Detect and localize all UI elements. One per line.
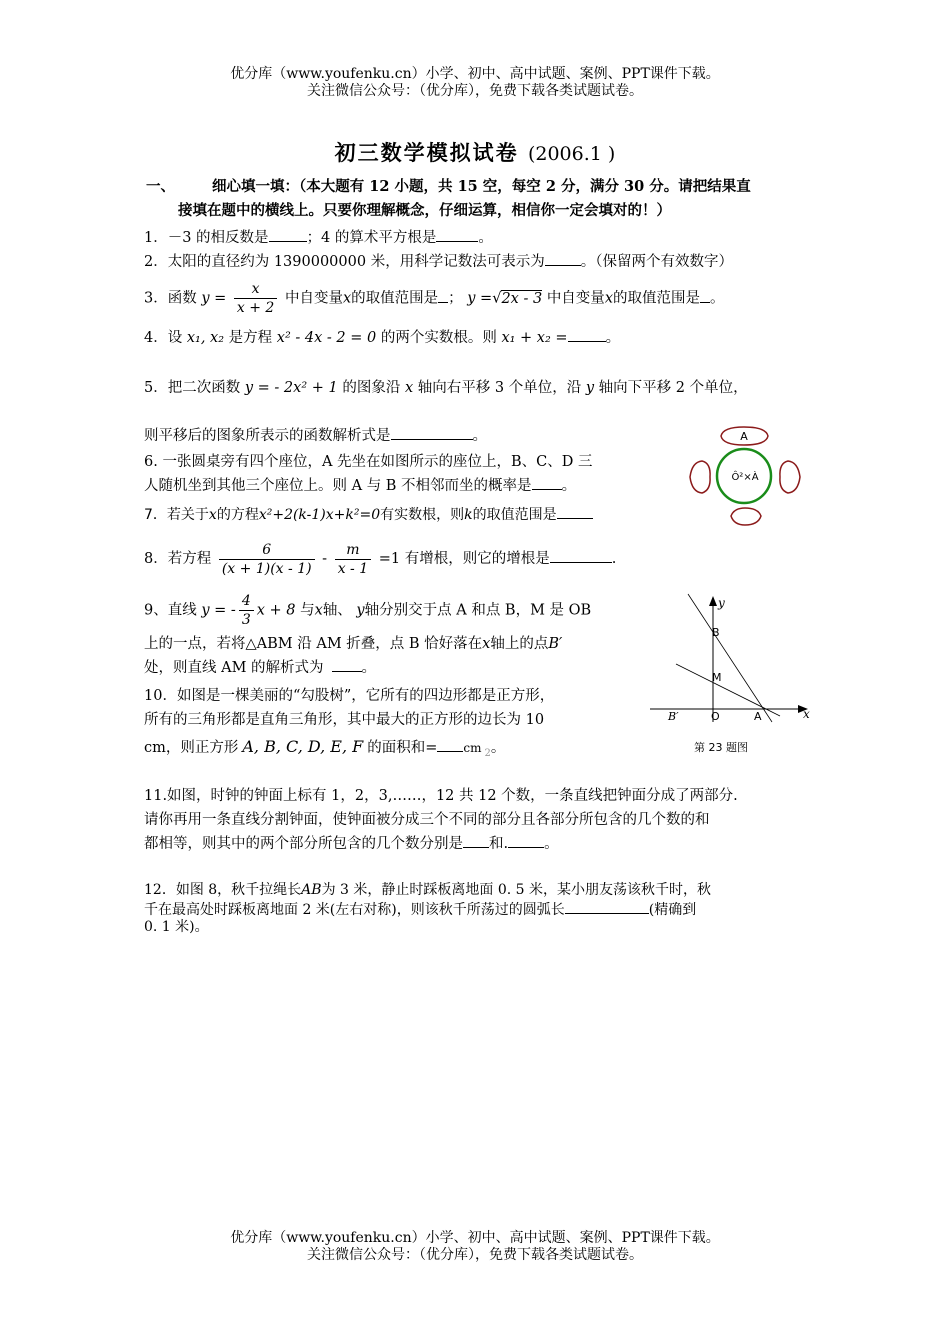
graph-bprime-label: B′ bbox=[668, 710, 679, 723]
q10-text-b: 的面积和= bbox=[367, 740, 438, 756]
q12-line-3: 0. 1 米)。 bbox=[144, 919, 209, 935]
q9-line-3 bbox=[144, 656, 634, 680]
question-4 bbox=[144, 326, 812, 350]
q10-squares: A, B, C, D, E, F bbox=[242, 737, 364, 756]
q9-text-c: 轴、 bbox=[322, 602, 352, 619]
q12-text-e: (精确到 bbox=[648, 902, 697, 918]
q10-line-2: 所有的三角形都是直角三角形，其中最大的正方形的边长为 10 bbox=[144, 712, 545, 728]
q8-frac1-den: (x + 1)(x - 1) bbox=[221, 560, 312, 577]
q4-roots: x₁, x₂ bbox=[186, 330, 225, 346]
q10-line-1: 10．如图是一棵美丽的“勾股树”，它所有的四边形都是正方形， bbox=[144, 688, 555, 704]
title-main: 初三数学模拟试卷 bbox=[334, 140, 519, 165]
graph-23-figure bbox=[648, 592, 814, 758]
section-number: 一、 bbox=[146, 178, 175, 195]
q7-text-a: 7．若关于 bbox=[144, 507, 209, 523]
section-heading bbox=[146, 175, 814, 223]
q4-blank[interactable] bbox=[568, 327, 606, 342]
line-ab bbox=[688, 594, 772, 722]
q8-frac2-den: x - 1 bbox=[337, 560, 369, 577]
q12-text-a: 12．如图 8，秋千拉绳长 bbox=[144, 882, 302, 898]
q3-text-d: ； bbox=[448, 290, 463, 307]
q12-line-2 bbox=[144, 899, 812, 919]
q3-frac-num: x bbox=[234, 280, 277, 299]
question-2 bbox=[144, 250, 812, 274]
question-12 bbox=[144, 882, 812, 936]
q8-text-c: . bbox=[611, 551, 617, 567]
question-3 bbox=[144, 280, 812, 317]
graph-x-label: x bbox=[803, 707, 810, 721]
table-center-label: Ô²×À bbox=[731, 472, 759, 483]
q11-text-b: 和. bbox=[489, 836, 509, 852]
q9-fraction bbox=[239, 592, 254, 629]
q7-blank[interactable] bbox=[557, 504, 593, 519]
page-title bbox=[0, 137, 950, 167]
q9-x-2: x bbox=[482, 636, 491, 652]
footer-line-2: 关注微信公众号：（优分库），免费下载各类试题试卷。 bbox=[307, 1247, 643, 1263]
q3-blank-1[interactable] bbox=[438, 288, 448, 303]
q7-text-b: 的方程 bbox=[216, 507, 259, 523]
seat-right bbox=[780, 461, 800, 493]
q8-text-b: =1 有增根，则它的增根是 bbox=[378, 551, 550, 567]
q3-sqrt: √2x - 3 bbox=[492, 290, 543, 307]
q1-blank-2[interactable] bbox=[436, 227, 478, 242]
q1-blank-1[interactable] bbox=[269, 227, 307, 242]
q1-text-c: 。 bbox=[478, 230, 493, 246]
graph-caption: 第 23 题图 bbox=[694, 741, 748, 754]
q4-text-c: 的两个实数根。则 bbox=[380, 330, 497, 346]
q6-blank[interactable] bbox=[532, 475, 562, 490]
q4-text-b: 是方程 bbox=[228, 330, 273, 346]
q11-line-3 bbox=[144, 832, 812, 856]
question-8 bbox=[144, 540, 812, 578]
q8-fraction-2 bbox=[335, 541, 371, 578]
page-header bbox=[0, 66, 950, 100]
q5-text-f: 。 bbox=[472, 428, 487, 444]
graph-a-label: A bbox=[754, 710, 762, 723]
q9-line-post: x + 8 bbox=[256, 602, 296, 619]
q10-text-a: cm，则正方形 bbox=[144, 740, 239, 756]
q3-frac-den: x + 2 bbox=[236, 300, 275, 316]
q5-text-e: 则平移后的图象所表示的函数解析式是 bbox=[144, 428, 391, 444]
q4-equation: x² - 4x - 2 = 0 bbox=[276, 330, 377, 346]
q4-text-d: = bbox=[555, 330, 568, 346]
q12-blank[interactable] bbox=[565, 899, 649, 914]
q9-blank[interactable] bbox=[332, 657, 362, 672]
header-line-2: 关注微信公众号：（优分库），免费下载各类试题试卷。 bbox=[307, 83, 643, 99]
q10-unit: cm bbox=[463, 741, 482, 755]
question-9-cont bbox=[144, 632, 634, 680]
q3-x-1: x bbox=[342, 290, 352, 307]
q9-text-a: 9、直线 bbox=[144, 602, 197, 619]
q3-text-g: 。 bbox=[710, 290, 725, 307]
q12-text-d: 千在最高处时踩板离地面 2 米(左右对称)，则该秋千所荡过的圆弧长 bbox=[144, 902, 565, 918]
graph-y-label: y bbox=[718, 596, 725, 610]
graph-m-label: M bbox=[712, 671, 722, 684]
q7-k: k bbox=[464, 507, 473, 523]
q4-text-a: 4．设 bbox=[144, 330, 183, 346]
q9-text-g: 处，则直线 AM 的解析式为 bbox=[144, 660, 324, 676]
q5-text-a: 5．把二次函数 bbox=[144, 380, 241, 396]
seat-left bbox=[690, 461, 710, 493]
q8-frac2-num: m bbox=[335, 541, 371, 560]
q2-text-b: 。（保留两个有效数字） bbox=[580, 254, 733, 270]
y-axis-arrow bbox=[709, 596, 717, 606]
q9-line-2 bbox=[144, 632, 634, 656]
q5-function: y = - 2x² + 1 bbox=[244, 380, 338, 396]
q1-text-a: 1．－3 的相反数是 bbox=[144, 230, 269, 246]
q3-text-a: 3．函数 bbox=[144, 290, 197, 307]
q11-blank-1[interactable] bbox=[463, 833, 489, 848]
q9-frac-num: 4 bbox=[239, 592, 254, 611]
seat-a-label: A bbox=[740, 430, 748, 443]
graph-o-label: O bbox=[711, 710, 720, 723]
q12-ab: AB bbox=[301, 882, 322, 898]
q3-y-eq-1: y = bbox=[201, 290, 227, 307]
q7-text-c: 有实数根，则 bbox=[380, 507, 465, 523]
q6-text-b: 。 bbox=[561, 478, 577, 494]
q9-text-e: 上的一点，若将△ABM 沿 AM 折叠，点 B 恰好落在 bbox=[144, 636, 483, 652]
header-line-1: 优分库（www.youfenku.cn）小学、初中、高中试题、案例、PPT课件下载。 bbox=[230, 66, 720, 82]
q3-text-f: 的取值范围是 bbox=[613, 290, 700, 307]
question-7 bbox=[144, 503, 812, 527]
q8-text-a: 8．若方程 bbox=[144, 551, 212, 567]
q9-text-f: 轴上的点 bbox=[490, 636, 549, 652]
q11-blank-2[interactable] bbox=[508, 833, 544, 848]
q11-line-1: 11.如图，时钟的钟面上标有 1，2，3,……，12 共 12 个数，一条直线把钟面分成了两部分. bbox=[144, 788, 738, 804]
q6-line-1: 6. 一张圆桌旁有四个座位，A 先坐在如图所示的座位上，B、C、D 三 bbox=[144, 454, 593, 470]
q4-sum: x₁ + x₂ bbox=[501, 330, 551, 346]
q8-frac1-num: 6 bbox=[219, 541, 315, 560]
q3-x-2: x bbox=[604, 290, 613, 307]
q2-blank[interactable] bbox=[545, 251, 581, 266]
q7-equation: x²+2(k-1)x+k²=0 bbox=[258, 507, 381, 523]
q8-fraction-1 bbox=[219, 541, 315, 578]
question-5 bbox=[144, 376, 812, 400]
question-6 bbox=[144, 450, 664, 498]
title-year: (2006.1 ) bbox=[527, 143, 616, 165]
q3-text-e: 中自变量 bbox=[546, 290, 605, 307]
q8-minus: - bbox=[322, 551, 328, 567]
q12-line-1 bbox=[144, 882, 812, 899]
q9-text-d: 轴分别交于点 A 和点 B，M 是 OB bbox=[364, 602, 592, 619]
q6-text-a: 人随机坐到其他三个座位上。则 A 与 B 不相邻而坐的概率是 bbox=[144, 478, 532, 494]
q1-text-b: ；4 的算术平方根是 bbox=[306, 230, 437, 246]
q3-fraction bbox=[234, 280, 277, 317]
page-footer bbox=[0, 1230, 950, 1264]
q10-text-e: 。 bbox=[490, 740, 506, 756]
q9-text-h: 。 bbox=[361, 660, 377, 676]
q5-blank[interactable] bbox=[391, 425, 473, 440]
question-9 bbox=[144, 592, 634, 629]
q6-line-2 bbox=[144, 474, 664, 498]
q2-text-a: 2．太阳的直径约为 1390000000 米，用科学记数法可表示为 bbox=[144, 254, 545, 270]
q11-text-a: 都相等，则其中的两个部分所包含的几个数分别是 bbox=[144, 836, 463, 852]
q9-y: y bbox=[356, 602, 365, 619]
q9-frac-den: 3 bbox=[241, 612, 251, 628]
line-am bbox=[676, 664, 780, 716]
section-line-1: 细心填一填：（本大题有 12 小题，共 15 空，每空 2 分，满分 30 分。请把结果直 bbox=[212, 178, 751, 195]
q3-text-b: 中自变量 bbox=[284, 290, 343, 307]
q7-x: x bbox=[208, 507, 217, 523]
q11-text-c: 。 bbox=[544, 836, 559, 852]
q10-blank[interactable] bbox=[437, 737, 463, 752]
q5-text-b: 的图象沿 bbox=[342, 380, 401, 396]
section-line-2: 接填在题中的横线上。只要你理解概念，仔细运算，相信你一定会填对的！） bbox=[178, 202, 671, 219]
q12-text-c: 为 3 米，静止时踩板离地面 0. 5 米，某小朋友荡该秋千时，秋 bbox=[321, 882, 711, 898]
question-10 bbox=[144, 684, 644, 769]
q3-text-c: 的取值范围是 bbox=[351, 290, 439, 307]
graph-b-label: B bbox=[712, 626, 720, 639]
q5-x: x bbox=[404, 380, 414, 396]
q5-y: y bbox=[585, 380, 595, 396]
q9-bprime: B′ bbox=[548, 636, 563, 652]
q7-text-d: 的取值范围是 bbox=[472, 507, 557, 523]
q9-line-pre: y = - bbox=[201, 602, 236, 619]
q9-text-b: 与 bbox=[300, 602, 315, 619]
footer-line-1: 优分库（www.youfenku.cn）小学、初中、高中试题、案例、PPT课件下载。 bbox=[230, 1230, 720, 1246]
question-1 bbox=[144, 226, 812, 250]
q5-text-c: 轴向右平移 3 个单位，沿 bbox=[417, 380, 582, 396]
q3-y-eq-2: y = bbox=[467, 290, 493, 307]
q5-text-d: 轴向下平移 2 个单位， bbox=[598, 380, 748, 396]
q9-x-1: x bbox=[314, 602, 323, 619]
q8-blank[interactable] bbox=[550, 548, 612, 563]
q4-text-e: 。 bbox=[605, 330, 621, 346]
q3-blank-2[interactable] bbox=[700, 288, 710, 303]
q10-line-3 bbox=[144, 732, 644, 769]
q3-sqrt-expr: 2x - 3 bbox=[501, 290, 543, 307]
q10-unit-exp: 2 bbox=[484, 747, 491, 759]
question-11 bbox=[144, 784, 812, 856]
q11-line-2: 请你再用一条直线分割钟面，使钟面被分成三个不同的部分且各部分所包含的几个数的和 bbox=[144, 812, 710, 828]
